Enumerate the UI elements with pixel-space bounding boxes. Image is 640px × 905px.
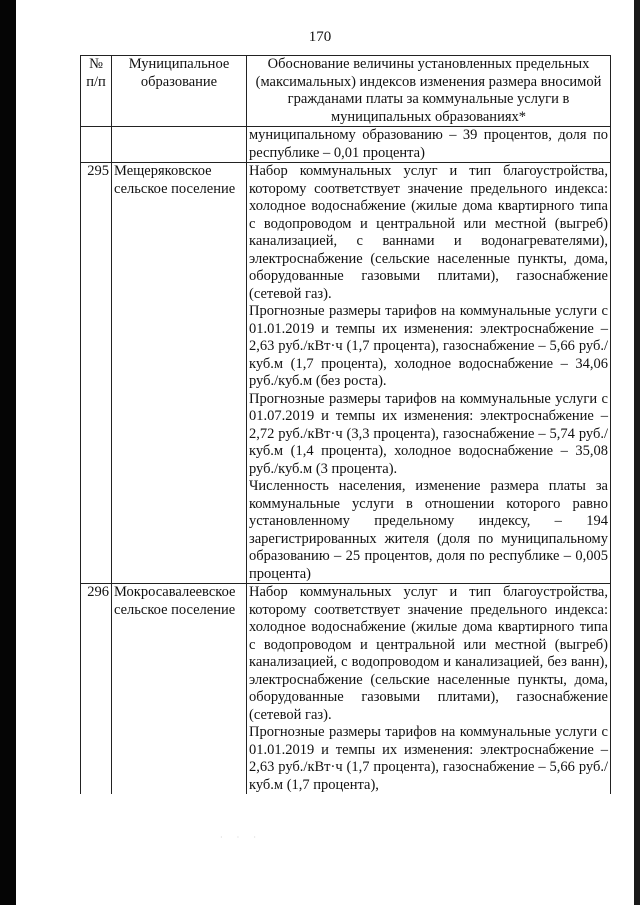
paragraph: Прогнозные размеры тарифов на коммунальные услуги с 01.07.2019 и темпы их изменения: электроснабжение – 2,72 руб./кВт·ч (3,3 процента), газоснабжение – 5,74 руб./куб.м (1,4 процента), холодное водоснабжение – 35,08 руб./куб.м (3 процента).: [249, 390, 608, 477]
scan-left-edge: [0, 0, 16, 905]
scan-right-edge: [634, 0, 640, 905]
table-row-continuation: [81, 127, 611, 163]
paragraph: Численность населения, изменение размера платы за коммунальные услуги в отношении которого равно установленному предельному индексу, – 194 зарегистрированных жителя (доля по муниципальному образованию – 25 процентов, доля по республике – 0,005 процента): [249, 478, 608, 582]
paragraph: Прогнозные размеры тарифов на коммунальные услуги с 01.01.2019 и темпы их изменения: электроснабжение – 2,63 руб./кВт·ч (1,7 процента), газоснабжение – 5,66 руб./куб.м (1,7 процента), холодное водоснабжение – 34,06 руб./куб.м (без роста).: [249, 303, 608, 389]
cell-number: [81, 127, 112, 163]
table-header-row: [81, 56, 611, 127]
header-number: № п/п: [81, 56, 112, 127]
scan-artifact: · · ·: [220, 833, 262, 842]
cell-justification: [247, 163, 611, 584]
paragraph: Набор коммунальных услуг и тип благоустройства, которому соответствует значение предельного индекса: холодное водоснабжение (жилые дома квартирного типа с водопроводом и центральной или местной (выгреб) канализацией, с водопроводом и канализацией, без ванн), электроснабжение (сельские населенные пункты, дома, оборудованные газовыми плитами), газоснабжение (сетевой газ).: [249, 584, 608, 723]
tariff-table: [80, 55, 611, 794]
paragraph: Прогнозные размеры тарифов на коммунальные услуги с 01.01.2019 и темпы их изменения: электроснабжение – 2,63 руб./кВт·ч (1,7 процента), газоснабжение – 5,66 руб./куб.м (1,7 процента),: [249, 724, 608, 793]
cell-municipality: Мокросавалеевское сельское поселение: [112, 584, 247, 795]
paragraph: Набор коммунальных услуг и тип благоустройства, которому соответствует значение предельного индекса: холодное водоснабжение (жилые дома квартирного типа с водопроводом и центральной или местной (выгреб) канализацией, с ваннами и водонагревателями), электроснабжение (сельские населенные пункты, дома, оборудованные газовыми плитами), газоснабжение (сетевой газ).: [249, 163, 608, 302]
cell-number: 296: [81, 584, 112, 795]
cell-municipality: Мещеряковское сельское поселение: [112, 163, 247, 584]
cell-municipality: [112, 127, 247, 163]
header-municipality: Муниципальное образование: [112, 56, 247, 127]
cell-justification: муниципальному образованию – 39 процентов, доля по республике – 0,01 процента): [247, 127, 611, 163]
table-row: [81, 163, 611, 584]
table-row: [81, 584, 611, 795]
page-number: 170: [308, 29, 332, 45]
cell-justification: [247, 584, 611, 795]
header-justification: Обоснование величины установленных предельных (максимальных) индексов изменения размера вносимой гражданами платы за коммунальные услуги в муниципальных образованиях*: [247, 56, 611, 127]
cell-number: 295: [81, 163, 112, 584]
